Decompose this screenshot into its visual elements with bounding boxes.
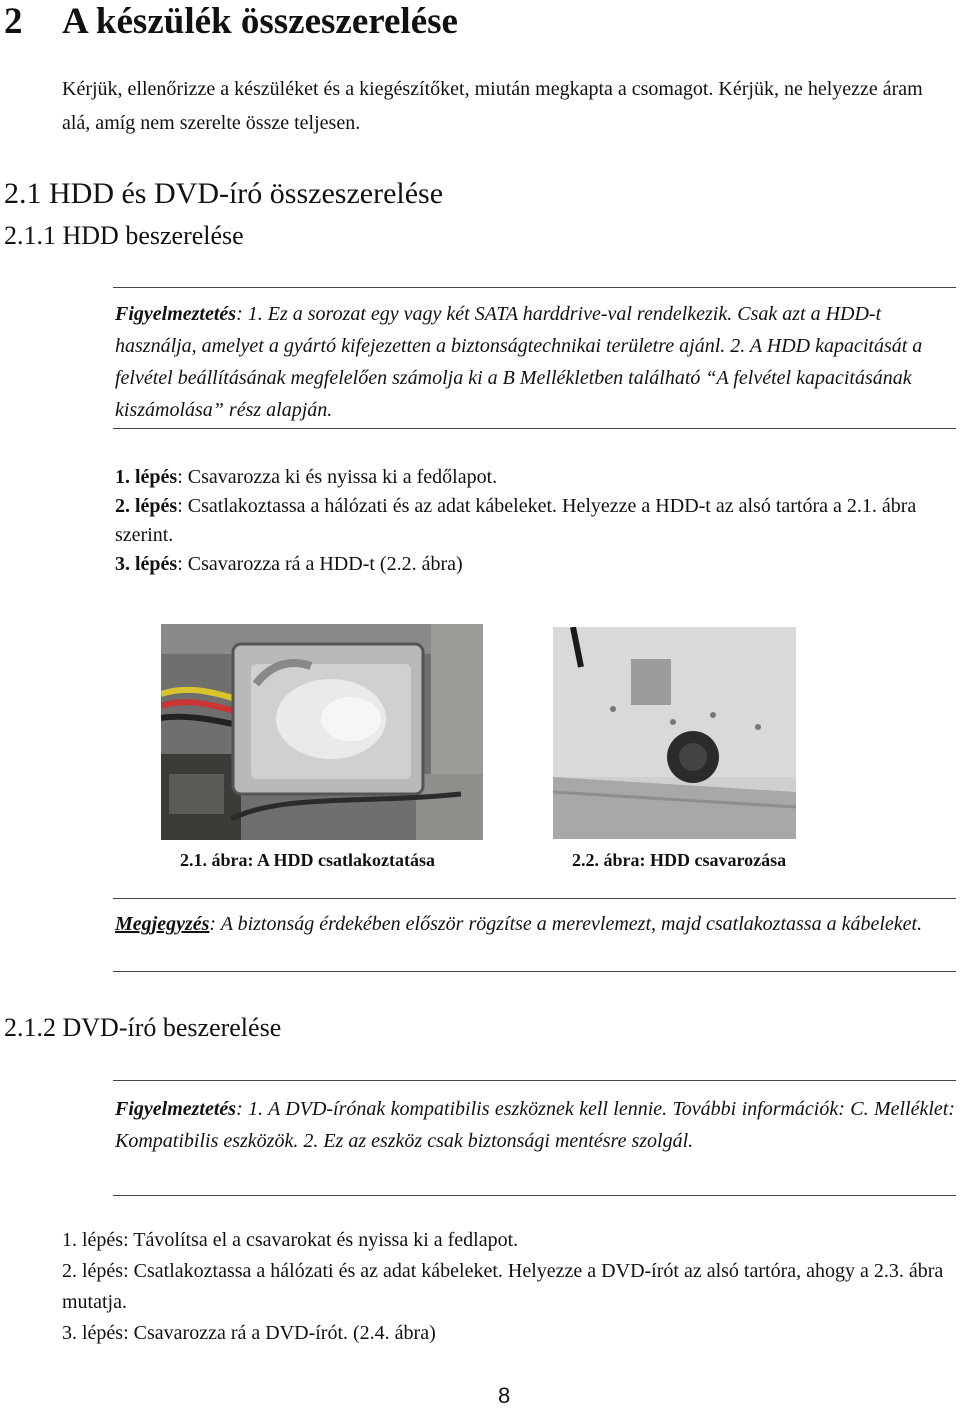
- warning-box-dvd: [115, 1093, 955, 1157]
- warning2-top-rule: [113, 1080, 956, 1081]
- warning-text: : 1. A DVD-írónak kompatibilis eszköznek kell lennie. További információk: C. Melléklet: Kompatibilis eszközök. 2. Ez az eszköz csak biztonsági mentésre szolgál.: [115, 1098, 955, 1152]
- dvd-step-2: 2. lépés: Csatlakoztassa a hálózati és az adat kábeleket. Helyezze a DVD-írót az alsó tartóra, ahogy a 2.3. ábra mutatja.: [62, 1260, 944, 1313]
- warning-text: : 1. Ez a sorozat egy vagy két SATA harddrive-val rendelkezik. Csak azt a HDD-t használja, amelyet a gyártó kifejezetten a biztonságtechnikai területre ajánl. 2. A HDD kapacitását a felvétel beállításának megfelelően számolja ki a B Mellékletben található “A felvétel kapacitásának kiszámolása” rész alapján.: [115, 303, 923, 421]
- dvd-step-1: 1. lépés: Távolítsa el a csavarokat és nyissa ki a fedlapot.: [62, 1229, 519, 1251]
- dvd-step-3: 3. lépés: Csavarozza rá a DVD-írót. (2.4. ábra): [62, 1322, 436, 1344]
- warning-label: Figyelmeztetés: [115, 303, 237, 325]
- intro-paragraph: Kérjük, ellenőrizze a készüléket és a kiegészítőket, miután megkapta a csomagot. Kérjük, ne helyezze áram alá, amíg nem szerelte össze teljesen.: [62, 78, 923, 134]
- hdd-step-1: 1. lépés: Csavarozza ki és nyissa ki a fedőlapot.: [115, 466, 498, 488]
- chapter-title: A készülék összeszerelése: [62, 1, 458, 42]
- chapter-heading: [4, 0, 458, 44]
- note-bottom-rule: [113, 971, 956, 972]
- warning2-bottom-rule: [113, 1195, 956, 1196]
- hdd-step-2: 2. lépés: Csatlakoztassa a hálózati és az adat kábeleket. Helyezze a HDD-t az alsó tartóra a 2.1. ábra szerint.: [115, 495, 917, 546]
- hdd-step-3: 3. lépés: Csavarozza rá a HDD-t (2.2. ábra): [115, 553, 463, 575]
- warning-label: Figyelmeztetés: [115, 1098, 237, 1120]
- hdd-connection-photo: [161, 624, 483, 840]
- note-top-rule: [113, 898, 956, 899]
- dvd-steps: [62, 1225, 957, 1349]
- step-label: 2. lépés: [115, 495, 178, 517]
- note-text: : A biztonság érdekében először rögzítse a merevlemezt, majd csatlakoztassa a kábeleket.: [209, 913, 923, 935]
- note-label: Megjegyzés: [115, 913, 210, 935]
- warning-bottom-rule: [113, 428, 956, 429]
- section-heading-2-1-1: 2.1.1 HDD beszerelése: [4, 221, 244, 250]
- step-label: 3. lépés: [115, 553, 178, 575]
- step-label: 1. lépés: [115, 466, 178, 488]
- figure-caption-2-1: 2.1. ábra: A HDD csatlakoztatása: [180, 850, 435, 870]
- note-box: [115, 908, 955, 940]
- chapter-number: 2: [4, 1, 23, 42]
- hdd-steps: [115, 463, 960, 579]
- warning-top-rule: [113, 287, 956, 288]
- figure-caption-2-2: 2.2. ábra: HDD csavarozása: [572, 850, 787, 870]
- warning-box-hdd: [115, 298, 955, 426]
- page-number: 8: [498, 1383, 511, 1408]
- section-heading-2-1: 2.1 HDD és DVD-író összeszerelése: [4, 177, 444, 210]
- hdd-screwing-photo: [553, 627, 796, 839]
- section-heading-2-1-2: 2.1.2 DVD-író beszerelése: [4, 1013, 282, 1042]
